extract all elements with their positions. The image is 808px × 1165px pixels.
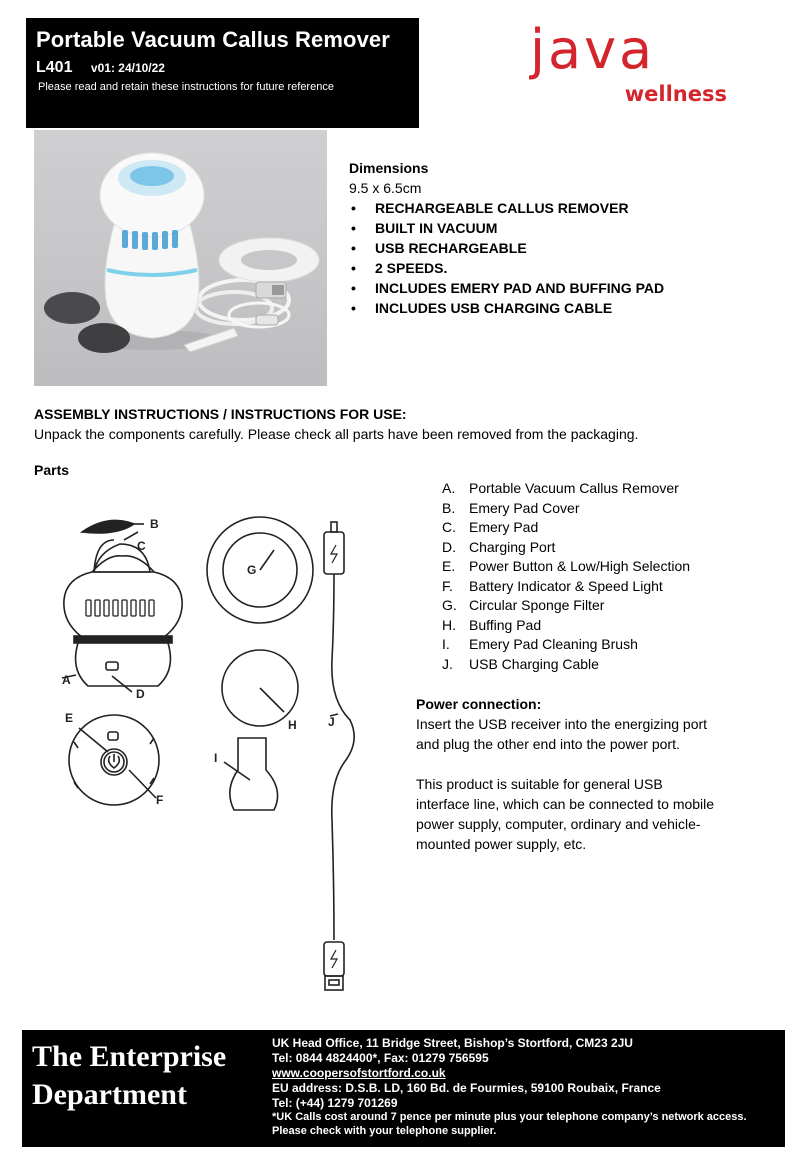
java-wellness-logo — [530, 18, 735, 112]
part-letter: G. — [442, 597, 457, 613]
header-box — [26, 18, 419, 128]
logo-brand: java — [530, 18, 656, 81]
list-item — [441, 596, 781, 616]
list-item — [441, 577, 781, 597]
part-label: Emery Pad Cover — [469, 499, 580, 516]
feature-item: • INCLUDES USB CHARGING CABLE — [349, 298, 789, 318]
feature-item: • RECHARGEABLE CALLUS REMOVER — [349, 198, 789, 218]
assembly-section — [34, 404, 774, 444]
department-name: The Enterprise Department — [32, 1040, 227, 1111]
assembly-heading: ASSEMBLY INSTRUCTIONS / INSTRUCTIONS FOR USE: — [34, 406, 407, 422]
product-photo — [34, 130, 327, 386]
part-letter: J. — [442, 655, 453, 672]
part-label: USB Charging Cable — [469, 655, 599, 672]
feature-item: • INCLUDES EMERY PAD AND BUFFING PAD — [349, 278, 789, 298]
part-label: Buffing Pad — [469, 616, 542, 633]
part-letter: C. — [442, 519, 456, 535]
parts-diagram-svg — [34, 500, 406, 1000]
list-item — [441, 557, 781, 577]
call-cost-note: *UK Calls cost around 7 pence per minute plus your telephone company’s network access. — [272, 1111, 747, 1123]
part-letter: F. — [442, 577, 453, 594]
diagram-label-d: D — [136, 687, 145, 701]
feature-item: • BUILT IN VACUUM — [349, 218, 789, 238]
list-item — [441, 616, 781, 636]
diagram-label-h: H — [288, 718, 297, 732]
diagram-label-j: J — [328, 715, 335, 729]
footer — [22, 1030, 785, 1147]
head-office-address: UK Head Office, 11 Bridge Street, Bishop’s Stortford, CM23 2JU — [272, 1036, 633, 1050]
dimensions-section — [349, 158, 789, 318]
part-letter: I. — [442, 636, 450, 652]
diagram-label-e: E — [65, 711, 74, 725]
power-section — [416, 694, 716, 874]
power-heading: Power connection: — [416, 696, 542, 712]
dimensions-heading: Dimensions — [349, 160, 429, 176]
part-letter: H. — [442, 616, 456, 633]
contact-info — [272, 1036, 782, 1138]
assembly-text: Unpack the components carefully. Please check all parts have been removed from the packaging. — [34, 426, 639, 442]
list-item — [441, 635, 781, 655]
list-item — [441, 655, 781, 675]
call-cost-note-2: Please check with your telephone supplier. — [272, 1124, 497, 1137]
power-text-1: Insert the USB receiver into the energizing port and plug the other end into the power port. — [416, 716, 708, 752]
phone-fax: Tel: 0844 4824400*, Fax: 01279 756595 — [272, 1051, 489, 1065]
list-item — [441, 538, 781, 558]
feature-item: • 2 SPEEDS. — [349, 258, 789, 278]
power-text-2: This product is suitable for general USB interface line, which can be connected to mobile power supply, computer, ordinary and vehicle-mounted power supply, etc. — [416, 776, 715, 852]
part-label: Battery Indicator & Speed Light — [469, 577, 663, 594]
logo-sub: wellness — [624, 82, 727, 106]
part-label: Power Button & Low/High Selection — [469, 558, 691, 574]
feature-item: • USB RECHARGEABLE — [349, 238, 789, 258]
diagram-label-a: A — [62, 673, 71, 687]
diagram-label-b: B — [150, 517, 159, 531]
website-link[interactable]: www.coopersofstortford.co.uk — [272, 1066, 446, 1080]
list-item — [441, 499, 781, 519]
model-number: L401 — [36, 59, 73, 76]
part-label: Portable Vacuum Callus Remover — [469, 480, 679, 496]
part-label: Emery Pad — [469, 519, 539, 535]
intl-phone: Tel: (+44) 1279 701269 — [272, 1096, 398, 1110]
part-letter: D. — [442, 538, 456, 555]
product-photo-illustration — [34, 130, 327, 386]
diagram-label-i: I — [214, 751, 218, 765]
parts-list — [441, 479, 781, 674]
diagram-label-c: C — [137, 539, 146, 553]
retain-note: Please read and retain these instructions for future reference — [38, 81, 334, 93]
part-letter: E. — [442, 558, 456, 574]
feature-list — [349, 198, 789, 318]
list-item — [441, 518, 781, 538]
parts-diagram — [34, 500, 406, 1000]
part-label: Charging Port — [469, 538, 556, 555]
diagram-label-g: G — [247, 563, 257, 577]
diagram-label-f: F — [156, 793, 164, 807]
part-label: Circular Sponge Filter — [469, 597, 605, 613]
parts-heading: Parts — [34, 462, 70, 478]
eu-address: EU address: D.S.B. LD, 160 Bd. de Fourmies, 59100 Roubaix, France — [272, 1081, 661, 1095]
document-title: Portable Vacuum Callus Remover — [36, 27, 390, 52]
model-row — [36, 58, 409, 78]
version-label: v01: 24/10/22 — [90, 61, 165, 75]
part-label: Emery Pad Cleaning Brush — [469, 636, 638, 652]
list-item — [441, 479, 781, 499]
part-letter: A. — [442, 480, 456, 496]
part-letter: B. — [442, 499, 456, 516]
dimensions-value: 9.5 x 6.5cm — [349, 180, 422, 196]
